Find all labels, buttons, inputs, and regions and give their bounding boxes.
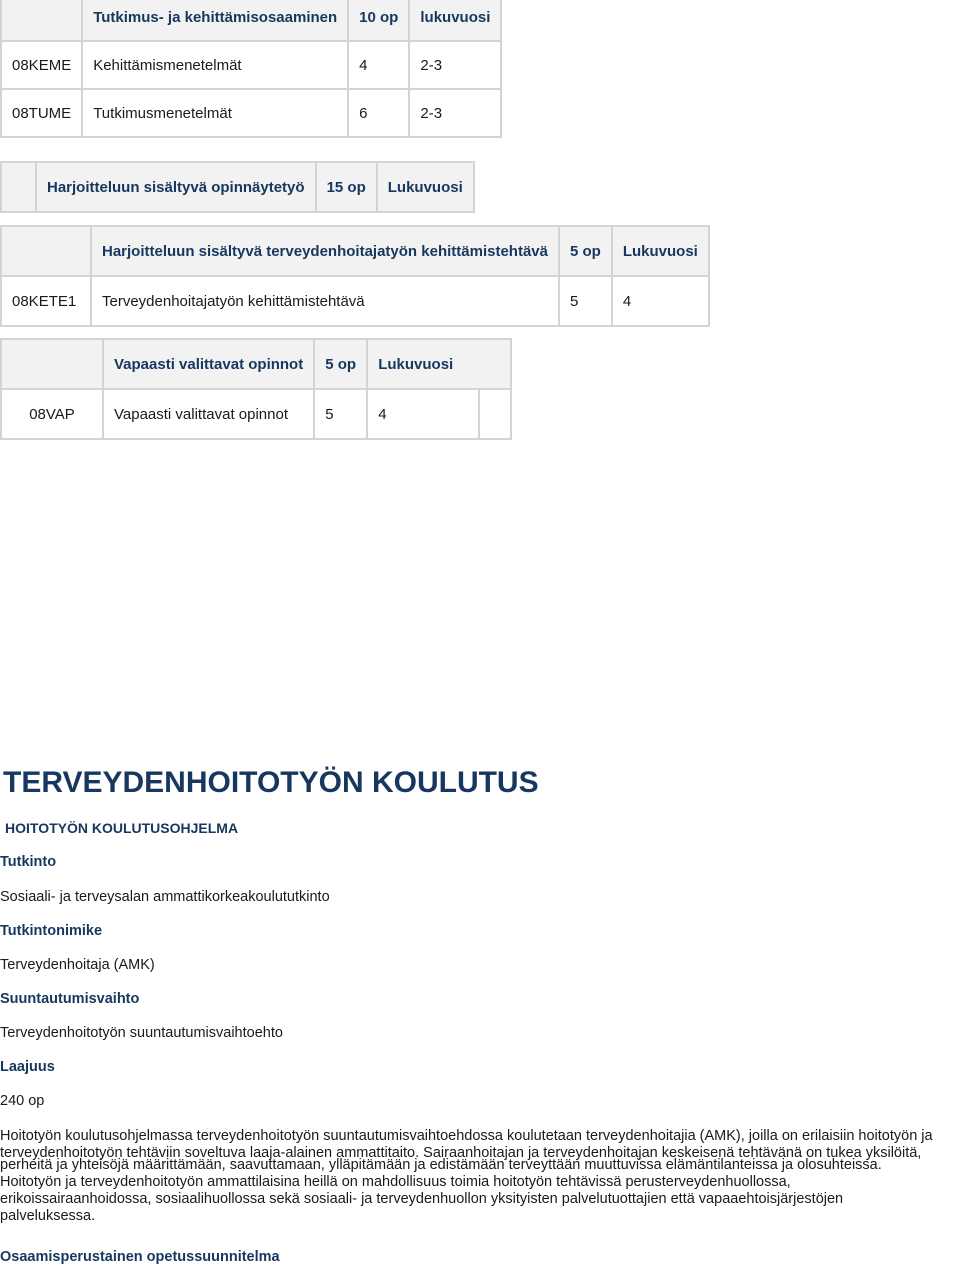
- description-line: Hoitotyön koulutusohjelmassa terveydenhoitotyön suuntautumisvaihtoehdossa koulutetaan terveydenhoitajia (AMK), joilla on erilaisiin hoitotyön ja: [0, 1128, 933, 1144]
- table-header-row: [1, 339, 511, 389]
- description-line: terveydenhoitotyön tehtäviin soveltuva laaja-alainen ammattitaito. Sairaanhoitajan ja terveydenhoitajan keskeisenä tehtävänä on tukea yksilöitä,: [0, 1145, 922, 1161]
- course-code: 08VAP: [1, 389, 103, 439]
- course-code: 08KETE1: [1, 276, 91, 326]
- degree-value: Sosiaali- ja terveysalan ammattikorkeakoulututkinto: [0, 889, 330, 905]
- header-blank-cell: [1, 226, 91, 276]
- description-paragraph: [0, 1128, 960, 1225]
- study-table-electives: [0, 338, 512, 440]
- section-heading: Osaamisperustainen opetussuunnitelma: [0, 1249, 280, 1265]
- empty-cell: [479, 389, 511, 439]
- specialisation-label: Suuntautumisvaihto: [0, 991, 140, 1007]
- course-year: 2-3: [409, 41, 501, 89]
- module-name: Harjoitteluun sisältyvä opinnäytetyö: [36, 162, 316, 212]
- header-blank-cell: [1, 0, 82, 41]
- module-name: Vapaasti valittavat opinnot: [103, 339, 314, 389]
- course-code: 08TUME: [1, 89, 82, 137]
- course-year: 4: [612, 276, 709, 326]
- course-credits: 6: [348, 89, 409, 137]
- course-code: 08KEME: [1, 41, 82, 89]
- module-credits: 5 op: [314, 339, 367, 389]
- study-table-development-task: [0, 225, 710, 327]
- table-header-row: [1, 0, 501, 41]
- module-year: Lukuvuosi: [612, 226, 709, 276]
- table-row: [1, 89, 501, 137]
- course-year: 4: [367, 389, 479, 439]
- module-credits: 5 op: [559, 226, 612, 276]
- description-line: palveluksessa.: [0, 1208, 96, 1224]
- page-subtitle: HOITOTYÖN KOULUTUSOHJELMA: [5, 820, 239, 836]
- degree-label: Tutkinto: [0, 854, 57, 870]
- module-name: Tutkimus- ja kehittämisosaaminen: [82, 0, 348, 41]
- course-name: Vapaasti valittavat opinnot: [103, 389, 314, 439]
- module-year: Lukuvuosi: [367, 339, 511, 389]
- description-line: Hoitotyön ja terveydenhoitotyön ammattilaisina heillä on mahdollisuus toimia hoitotyön tehtävissä perusterveydenhuollossa,: [0, 1174, 791, 1190]
- module-credits: 15 op: [316, 162, 377, 212]
- course-name: Kehittämismenetelmät: [82, 41, 348, 89]
- study-table-research: [0, 0, 502, 138]
- description-line: perheitä ja yhteisöjä määrittämään, saavuttamaan, ylläpitämään ja edistämään terveyttään muuttuvissa elämäntilanteissa ja olosuhteissa.: [0, 1157, 882, 1173]
- module-credits: 10 op: [348, 0, 409, 41]
- course-credits: 5: [314, 389, 367, 439]
- description-line: erikoissairaanhoidossa, sosiaalihuollossa sekä sosiaali- ja terveydenhuollon yksityisten palvelutuottajien että vapaaehtoisjärjestöjen: [0, 1191, 844, 1207]
- title-value: Terveydenhoitaja (AMK): [0, 957, 155, 973]
- scope-value: 240 op: [0, 1093, 45, 1109]
- scope-label: Laajuus: [0, 1059, 55, 1075]
- module-year: lukuvuosi: [409, 0, 501, 41]
- header-blank-cell: [1, 339, 103, 389]
- course-credits: 4: [348, 41, 409, 89]
- course-credits: 5: [559, 276, 612, 326]
- title-label: Tutkintonimike: [0, 923, 103, 939]
- module-name: Harjoitteluun sisältyvä terveydenhoitajatyön kehittämistehtävä: [91, 226, 559, 276]
- table-row: [1, 41, 501, 89]
- course-year: 2-3: [409, 89, 501, 137]
- table-header-row: [1, 226, 709, 276]
- header-blank-cell: [1, 162, 36, 212]
- table-row: [1, 389, 511, 439]
- course-name: Terveydenhoitajatyön kehittämistehtävä: [91, 276, 559, 326]
- specialisation-value: Terveydenhoitotyön suuntautumisvaihtoehto: [0, 1025, 283, 1041]
- table-header-row: [1, 162, 474, 212]
- module-year: Lukuvuosi: [377, 162, 474, 212]
- course-name: Tutkimusmenetelmät: [82, 89, 348, 137]
- study-table-thesis: [0, 161, 475, 213]
- table-row: [1, 276, 709, 326]
- page-title: TERVEYDENHOITOTYÖN KOULUTUS: [3, 766, 539, 799]
